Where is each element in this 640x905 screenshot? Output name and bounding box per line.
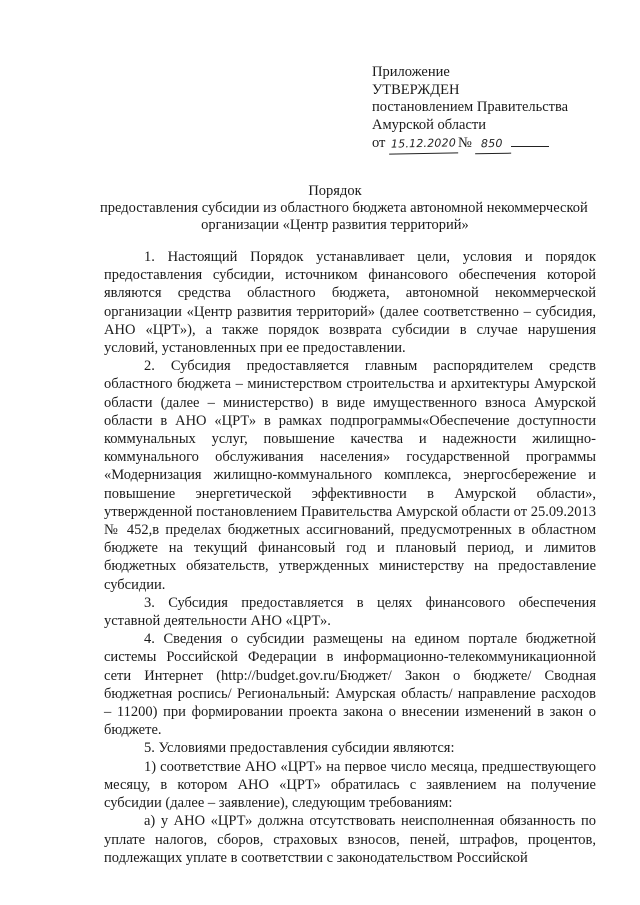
- title-line-2: предоставления субсидии из областного бюджета автономной некоммерческой: [100, 200, 588, 216]
- paragraph-5-1: 1) соответствие АНО «ЦРТ» на первое число месяца, предшествующего месяцу, в котором АНО «ЦРТ» обратилась с заявлением на получение субсидии (далее – заявление), следующим требованиям:: [104, 758, 596, 812]
- title-line-1: Порядок: [308, 183, 362, 199]
- approval-date-line: [372, 134, 622, 154]
- approval-number-label: №: [458, 135, 472, 151]
- signature-line: [511, 134, 549, 147]
- document-body: [104, 248, 596, 867]
- approval-from-label: от: [372, 135, 386, 151]
- paragraph-5-1-a: а) у АНО «ЦРТ» должна отсутствовать неисполненная обязанность по уплате налогов, сборов, страховых взносов, пеней, штрафов, процентов, подлежащих уплате в соответствии с законодательством Российской: [104, 813, 596, 866]
- approval-block: [372, 64, 622, 154]
- approval-region: Амурской области: [372, 116, 486, 133]
- paragraph-5: 5. Условиями предоставления субсидии являются:: [144, 740, 455, 757]
- paragraph-3: 3. Субсидия предоставляется в целях финансового обеспечения уставной деятельности АНО «ЦРТ».: [104, 594, 596, 630]
- title-line-3: организации «Центр развития территорий»: [201, 217, 469, 233]
- handwritten-date: 15.12.2020: [389, 134, 458, 154]
- handwritten-number: 850: [475, 135, 511, 154]
- approval-appendix: Приложение: [372, 64, 450, 80]
- paragraph-4: 4. Сведения о субсидии размещены на едином портале бюджетной системы Российской Федерации в информационно-телекоммуникационной сети Интернет (http://budget.gov.ru/Бюджет/ Закон о бюджете/ Сводная бюджетная роспись/ Региональный: Амурская область/ направление расходов – 11200) при формировании проекта закона о внесении изменений в закон о бюджете.: [104, 631, 596, 739]
- approval-by-resolution: постановлением Правительства: [372, 99, 569, 115]
- approval-approved: УТВЕРЖДЕН: [372, 81, 460, 98]
- paragraph-1: 1. Настоящий Порядок устанавливает цели, условия и порядок предоставления субсидии, источником финансового обеспечения которой являются средства областного бюджета, автономной некоммерческой организации «Центр развития территорий» (далее соответственно – субсидия, АНО «ЦРТ»), а также порядок возврата субсидии в случае нарушения условий, установленных при ее предоставлении.: [104, 249, 596, 357]
- document-title: [100, 183, 588, 234]
- paragraph-2: 2. Субсидия предоставляется главным распорядителем средств областного бюджета – министерством строительства и архитектуры Амурской области (далее – министерство) в виде имущественного взноса Амурской области в АНО «ЦРТ» в рамках подпрограммы«Обеспечение доступности коммунальных услуг, повышение качества и надежности жилищно-коммунального обслуживания населения» государственной программы «Модернизация жилищно-коммунального комплекса, энергосбережение и повышение энергетической эффективности в Амурской области», утвержденной постановлением Правительства Амурской области от 25.09.2013 № 452,в пределах бюджетных ассигнований, предусмотренных в областном бюджете на текущий финансовый год и плановый период, и лимитов бюджетных обязательств, утвержденных министерству на предоставление субсидии.: [104, 358, 596, 593]
